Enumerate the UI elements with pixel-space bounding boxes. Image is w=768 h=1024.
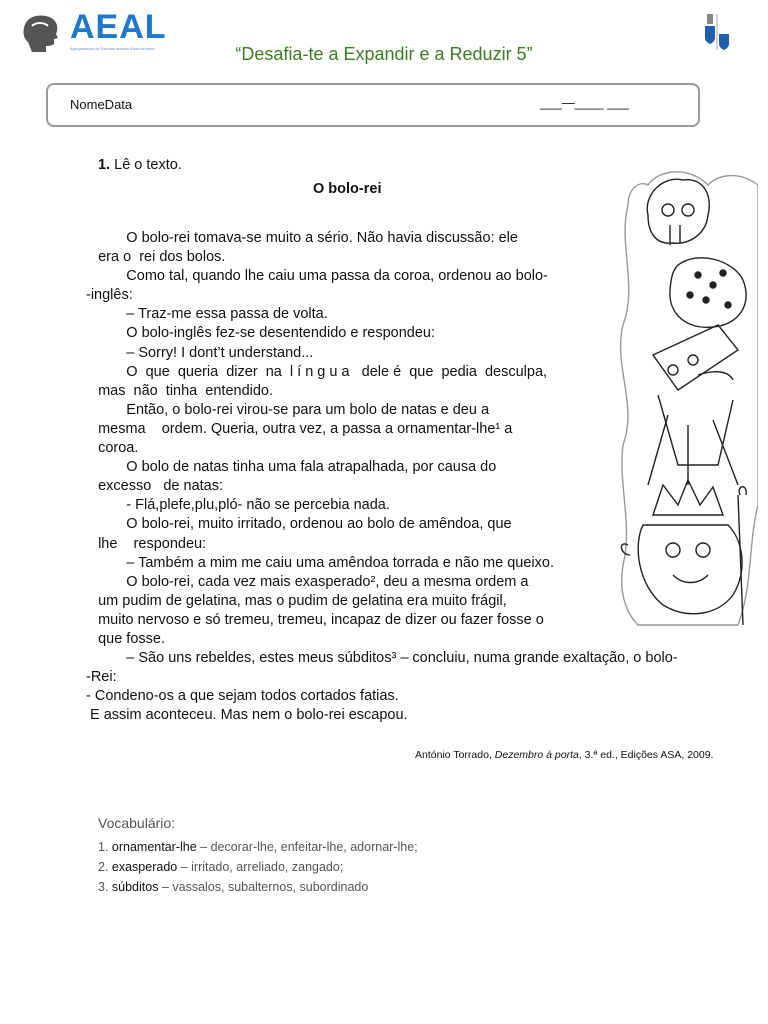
vocab-word: ornamentar-lhe — [111, 840, 197, 854]
story-line: mas não tinha entendido. — [86, 382, 274, 399]
vocab-word: súbditos — [111, 880, 159, 894]
story-line: - Condeno-os a que sejam todos cortados fatias. — [86, 688, 399, 705]
story-line: lhe respondeu: — [86, 535, 207, 552]
source-credit — [415, 748, 735, 762]
credit-author: António Torrado, — [415, 749, 495, 761]
bolo-rei-illustration — [618, 165, 758, 630]
story-line: E assim aconteceu. Mas nem o bolo-rei escapou. — [86, 707, 408, 724]
vocabulary-item — [98, 877, 418, 897]
vocabulary-list — [98, 837, 418, 897]
page-title: “Desafia-te a Expandir e a Reduzir 5” — [235, 44, 533, 64]
story-line: O bolo-inglês fez-se desentendido e respondeu: — [86, 325, 436, 342]
logo-subtitle: Agrupamento de Escolas António Alves Amorim — [70, 46, 155, 51]
story-line: O bolo-rei tomava-se muito a sério. Não havia discussão: ele — [86, 230, 518, 246]
story-line: - Flá,plefe,plu,pló- não se percebia nada. — [86, 497, 390, 514]
exercise-number: 1. — [98, 157, 111, 173]
name-date-label: NomeData — [70, 97, 133, 112]
vocab-definition: – vassalos, subalternos, subordinado — [158, 880, 369, 894]
story-line: O bolo de natas tinha uma fala atrapalhada, por causa do — [86, 459, 497, 476]
vocabulary-heading: Vocabulário: — [98, 815, 176, 831]
story-line: excesso de natas: — [86, 478, 224, 495]
university-logo — [697, 8, 761, 60]
story-line: – Também a mim me caiu uma amêndoa torrada e não me queixo. — [86, 554, 554, 571]
story-line: coroa. — [86, 440, 139, 457]
vocab-number: 3. — [98, 880, 112, 894]
vocab-number: 2. — [98, 860, 112, 874]
story-line: muito nervoso e só tremeu, tremeu, incapaz de dizer ou fazer fosse o — [86, 611, 544, 628]
story-line: – Sorry! I dont’t understand... — [86, 344, 314, 361]
exercise-text: Lê o texto. — [114, 157, 182, 173]
vocab-definition: – irritado, arreliado, zangado; — [177, 860, 344, 874]
story-line: um pudim de gelatina, mas o pudim de gelatina era muito frágil, — [86, 592, 507, 609]
story-line: O bolo-rei, muito irritado, ordenou ao bolo de amêndoa, que — [86, 516, 512, 533]
vocab-definition: – decorar-lhe, enfeitar-lhe, adornar-lhe; — [196, 840, 418, 854]
story-line: -inglês: — [86, 287, 133, 304]
story-line: mesma ordem. Queria, outra vez, a passa a ornamentar-lhe¹ a — [86, 420, 513, 437]
vocab-word: exasperado — [111, 860, 178, 874]
vocabulary-item — [98, 857, 418, 877]
crest-icon — [697, 12, 731, 52]
logo-text: AEAL — [70, 8, 167, 46]
story-line: Como tal, quando lhe caiu uma passa da coroa, ordenou ao bolo- — [86, 268, 548, 285]
credit-details: , 3.ª ed., Edições ASA, 2009. — [578, 749, 714, 761]
credit-book: Dezembro à porta — [494, 749, 579, 761]
exercise-instruction — [98, 157, 182, 173]
name-date-blanks[interactable]: ___—____ ___ — [540, 95, 629, 110]
story-line: era o rei dos bolos. — [86, 249, 226, 266]
vocabulary-item — [98, 837, 418, 857]
story-line: O bolo-rei, cada vez mais exasperado², deu a mesma ordem a — [86, 573, 529, 590]
story-title: O bolo-rei — [313, 181, 382, 197]
story-line: – Traz-me essa passa de volta. — [86, 306, 328, 323]
name-date-box — [46, 83, 700, 127]
vocab-number: 1. — [98, 840, 112, 854]
story-line: que fosse. — [86, 630, 165, 647]
story-line: Então, o bolo-rei virou-se para um bolo de natas e deu a — [86, 401, 490, 418]
story-line: -Rei: — [86, 669, 117, 686]
story-line: O que queria dizer na l í n g u a dele é que pedia desculpa, — [86, 363, 548, 380]
story-line: – São uns rebeldes, estes meus súbditos³ – concluiu, numa grande exaltação, o bolo- — [86, 650, 678, 667]
